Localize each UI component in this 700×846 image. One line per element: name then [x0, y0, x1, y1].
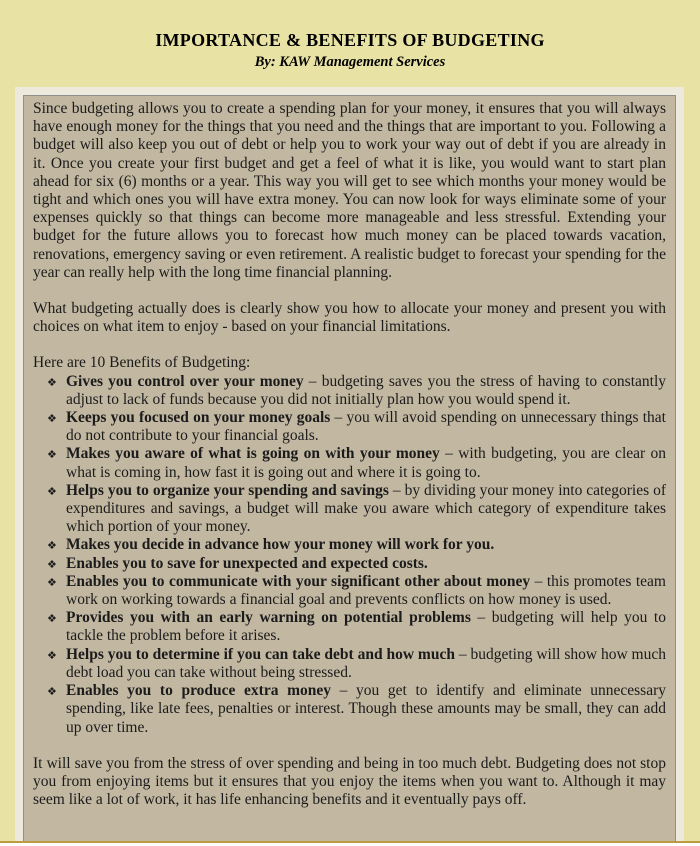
benefit-lead: Gives you control over your money — [66, 372, 304, 390]
benefit-lead: Enables you to produce extra money — [66, 682, 332, 700]
benefit-item — [47, 536, 666, 554]
diamond-bullet-icon: ❖ — [47, 575, 57, 589]
benefit-text: – this promotes team work on working towards a financial goal and prevents conflicts on how money is used. — [66, 572, 666, 609]
diamond-bullet-icon: ❖ — [47, 685, 57, 699]
benefit-lead: Enables you to communicate with your significant other about money — [66, 572, 531, 590]
diamond-bullet-icon: ❖ — [47, 648, 57, 662]
diamond-bullet-icon: ❖ — [47, 539, 57, 553]
allocation-paragraph: What budgeting actually does is clearly show you how to allocate your money and present you with choices on what item to enjoy - based on your financial limitations. — [33, 300, 666, 336]
diamond-bullet-icon: ❖ — [47, 612, 57, 626]
benefit-lead: Enables you to save for unexpected and expected costs. — [66, 554, 428, 572]
benefit-text: – by dividing your money into categories of expenditures and savings, a budget will make you aware which category of expenditure takes which portion of your money. — [66, 481, 666, 536]
closing-paragraph: It will save you from the stress of over spending and being in too much debt. Budgeting does not stop you from enjoying items but it ensures that you enjoy the items when you want to. Although it may seem like a lot of work, it has life enhancing benefits and it eventually pays off. — [33, 754, 666, 809]
content-frame — [15, 87, 684, 843]
benefit-text: – with budgeting, you are clear on what is coming in, how fast it is going out and where it is going to. — [66, 445, 666, 481]
diamond-bullet-icon: ❖ — [47, 412, 57, 426]
benefit-item — [47, 682, 667, 737]
benefit-text: – budgeting saves you the stress of having to constantly adjust to lack of funds because you did not initially plan how you would spend it. — [66, 372, 667, 408]
benefit-item — [47, 645, 666, 682]
diamond-bullet-icon: ❖ — [47, 375, 57, 389]
benefit-lead: Helps you to determine if you can take debt and how much — [66, 645, 455, 663]
benefits-list-intro: Here are 10 Benefits of Budgeting: — [33, 354, 251, 372]
benefits-list — [33, 373, 666, 737]
diamond-bullet-icon: ❖ — [47, 557, 57, 571]
diamond-bullet-icon: ❖ — [47, 484, 57, 498]
benefit-item — [47, 372, 667, 409]
benefit-item — [47, 572, 666, 609]
benefit-item — [47, 554, 666, 573]
benefit-lead: Provides you with an early warning on potential problems — [66, 609, 471, 627]
content-box — [23, 95, 676, 843]
diamond-bullet-icon: ❖ — [47, 448, 57, 462]
benefit-lead: Keeps you focused on your money goals — [66, 409, 331, 427]
benefit-item — [47, 609, 666, 645]
benefit-text: – budgeting will show how much debt load you can take without being stressed. — [66, 645, 666, 681]
benefit-lead: Makes you decide in advance how your money will work for you. — [66, 536, 495, 554]
benefit-text: – you will avoid spending on unnecessary things that do not contribute to your financial goals. — [66, 409, 666, 445]
benefit-text: – you get to identify and eliminate unnecessary spending, like late fees, penalties or interest. Though these amounts may be small, they can add up over time. — [66, 682, 667, 736]
document-header — [0, 0, 700, 71]
benefit-text: – budgeting will help you to tackle the problem before it arises. — [66, 609, 666, 645]
intro-paragraph: Since budgeting allows you to create a spending plan for your money, it ensures that you will always have enough money for the things that you need and the things that are important to you. Following a budget will also keep you out of debt or help you to work your way out of debt if you are already in it. Once you create your first budget and get a feel of what it is like, you would want to start plan ahead for six (6) months or a year. This way you will get to see which months your money would be tight and which ones you will have extra money. You can now look for ways eliminate some of your expenses quickly so that things can become more manageable and less stressful. Extending your budget for the future allows you to forecast how much money can be placed towards vacation, renovations, emergency saving or even retirement. A realistic budget to forecast your spending for the year can really help with the long time financial planning. — [33, 100, 666, 281]
benefit-lead: Helps you to organize your spending and savings — [66, 481, 389, 499]
benefit-item — [47, 409, 666, 445]
page-title: IMPORTANCE & BENEFITS OF BUDGETING — [155, 30, 545, 50]
benefit-item — [47, 445, 666, 481]
benefit-lead: Makes you aware of what is going on with your money — [66, 445, 440, 463]
benefit-item — [47, 481, 666, 537]
byline: By: KAW Management Services — [254, 54, 446, 70]
